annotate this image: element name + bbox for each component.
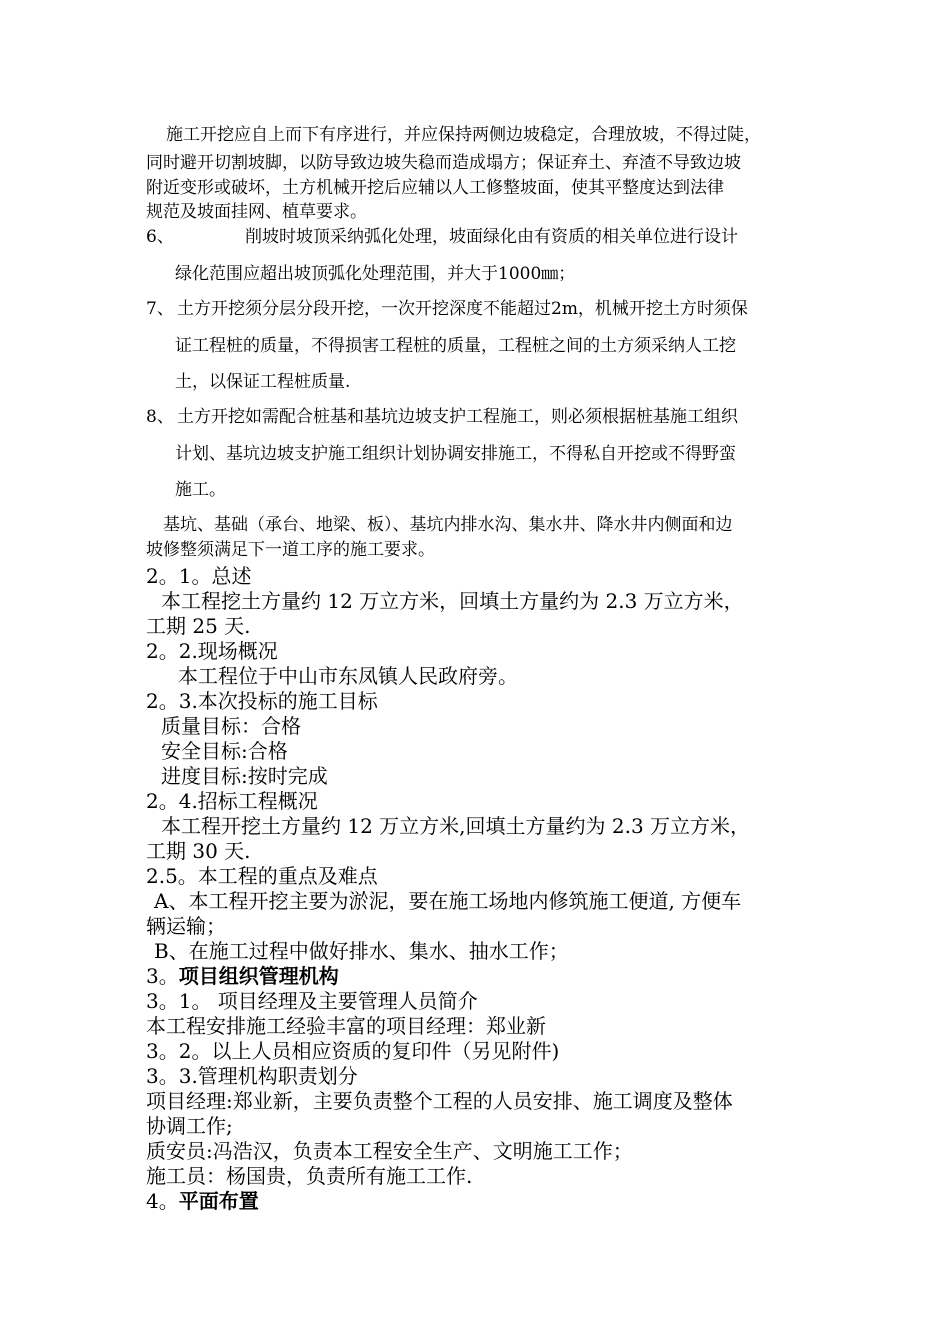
item-7-number: 7、 <box>146 299 174 319</box>
section-2-2-text: 本工程位于中山市东凤镇人民政府旁。 <box>178 664 518 688</box>
intro-line-1: 施工开挖应自上而下有序进行，并应保持两侧边坡稳定，合理放坡，不得过陡， <box>166 125 761 145</box>
item-8-line-3: 施工。 <box>175 480 226 500</box>
section-3-1-heading: 3。1。 项目经理及主要管理人员简介 <box>146 989 478 1013</box>
difficulty-a-line-1: A、本工程开挖主要为淤泥，要在施工场地内修筑施工便道, 方便车 <box>154 889 742 913</box>
section-3-number: 3。 <box>146 964 179 988</box>
section-3-2-heading: 3。2。以上人员相应资质的复印件（另见附件) <box>146 1039 560 1063</box>
foundation-line-1: 基坑、基础（承台、地梁、板）、基坑内排水沟、集水井、降水井内侧面和边 <box>163 515 733 535</box>
section-4-title: 平面布置 <box>178 1189 259 1213</box>
item-7-line-1: 土方开挖须分层分段开挖，一次开挖深度不能超过2m，机械开挖土方时须保 <box>177 299 748 319</box>
section-3-3-heading: 3。3.管理机构职责划分 <box>146 1064 358 1088</box>
project-manager-line-1: 项目经理:郑业新，主要负责整个工程的人员安排、施工调度及整体 <box>146 1089 733 1113</box>
progress-target: 进度目标:按时完成 <box>161 764 328 788</box>
intro-line-4: 规范及坡面挂网、植草要求。 <box>146 202 367 222</box>
section-2-5-heading: 2.5。本工程的重点及难点 <box>146 864 378 888</box>
section-3-heading <box>146 966 339 986</box>
foundation-line-2: 坡修整须满足下一道工序的施工要求。 <box>146 540 435 560</box>
section-2-4-text-2: 工期 30 天. <box>146 839 251 863</box>
item-8-line-2: 计划、基坑边坡支护施工组织计划协调安排施工，不得私自开挖或不得野蛮 <box>175 444 736 464</box>
section-2-1-text-2: 工期 25 天. <box>146 614 251 638</box>
quality-safety-officer: 质安员:冯浩汉，负责本工程安全生产、文明施工工作； <box>146 1139 633 1163</box>
section-2-4-text-1: 本工程开挖土方量约 12 万立方米,回填土方量约为 2.3 万立方米， <box>161 814 751 838</box>
item-6-line-2: 绿化范围应超出坡顶弧化处理范围，并大于1000㎜； <box>175 264 576 284</box>
section-4-heading <box>146 1191 259 1211</box>
item-7-line-2: 证工程桩的质量，不得损害工程桩的质量，工程桩之间的土方须采纳人工挖 <box>175 336 736 356</box>
item-8-number: 8、 <box>146 407 174 427</box>
section-2-4-heading: 2。4.招标工程概况 <box>146 789 318 813</box>
project-manager-line-2: 协调工作; <box>146 1114 233 1138</box>
safety-target: 安全目标:合格 <box>161 739 288 763</box>
section-2-1-text-1: 本工程挖土方量约 12 万立方米，回填土方量约为 2.3 万立方米， <box>161 589 744 613</box>
section-2-2-heading: 2。2.现场概况 <box>146 639 278 663</box>
difficulty-a-line-2: 辆运输； <box>146 914 226 938</box>
section-2-1-heading: 2。1。总述 <box>146 564 252 588</box>
section-3-1-text: 本工程安排施工经验丰富的项目经理：郑业新 <box>146 1014 546 1038</box>
quality-target: 质量目标：合格 <box>161 714 301 738</box>
item-6-line-1: 削坡时坡顶采纳弧化处理，坡面绿化由有资质的相关单位进行设计 <box>245 227 738 247</box>
item-8-line-1: 土方开挖如需配合桩基和基坑边坡支护工程施工，则必须根据桩基施工组织 <box>177 407 738 427</box>
item-7-line-3: 土，以保证工程桩质量. <box>175 372 351 392</box>
section-2-3-heading: 2。3.本次投标的施工目标 <box>146 689 378 713</box>
construction-officer: 施工员：杨国贵，负责所有施工工作. <box>146 1164 473 1188</box>
section-3-title: 项目组织管理机构 <box>178 964 339 988</box>
intro-line-2: 同时避开切割坡脚，以防导致边坡失稳而造成塌方；保证弃土、弃渣不导致边坡 <box>146 153 741 173</box>
item-6-number: 6、 <box>146 227 174 247</box>
intro-line-3: 附近变形或破坏，土方机械开挖后应辅以人工修整坡面，使其平整度达到法律 <box>146 178 724 198</box>
difficulty-b: B、在施工过程中做好排水、集水、抽水工作； <box>154 939 569 963</box>
section-4-number: 4。 <box>146 1189 179 1213</box>
